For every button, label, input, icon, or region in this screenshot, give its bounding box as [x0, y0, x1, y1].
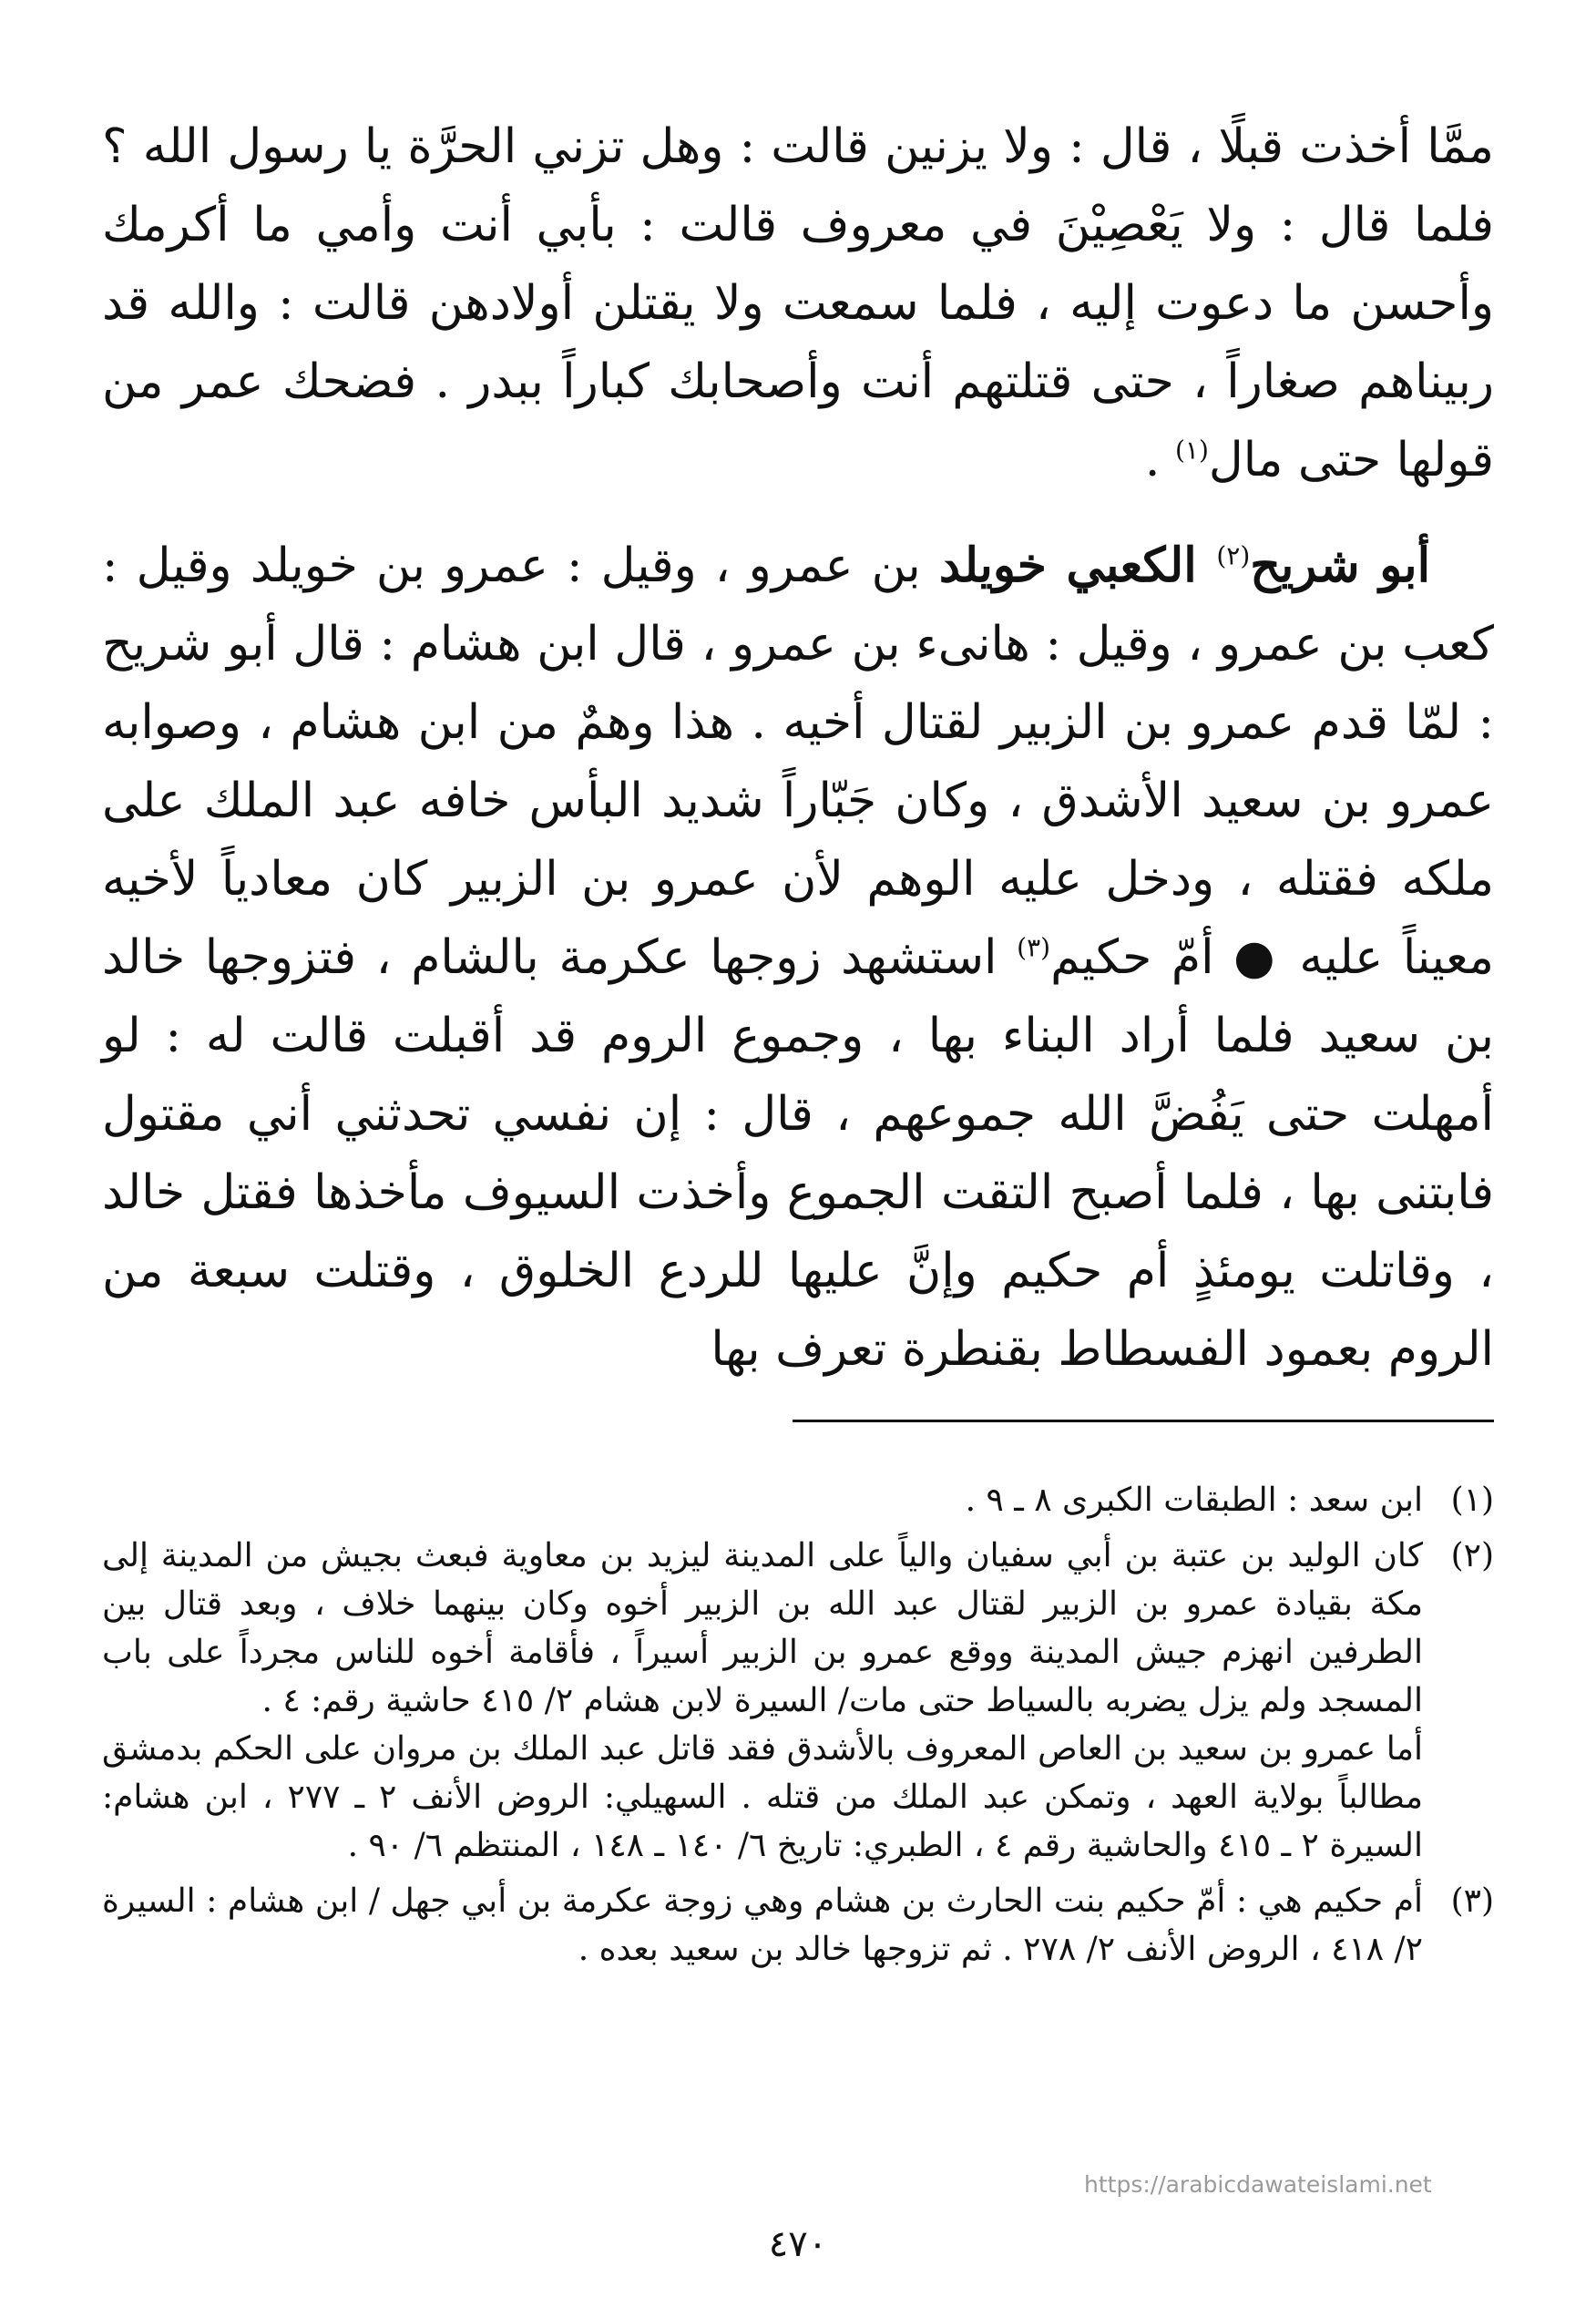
page-number: ٤٧٠ [768, 2223, 828, 2265]
watermark-url: https://arabicdawateislami.net [1084, 2171, 1432, 2198]
footnote-number: (١) [1450, 1482, 1494, 1519]
footnote-text: أما عمرو بن سعيد بن العاص المعروف بالأشدق فقد قاتل عبد الملك بن مروان على الحكم بدمشق مطالباً بولاية العهد ، وتمكن عبد الملك من قتله . السهيلي: الروض الأنف ٢ ـ ٢٧٧ ، ابن هشام: السيرة ٢ ـ ٤١٥ والحاشية رقم ٤ ، الطبري: تاريخ ٦/ ١٤٠ ـ ١٤٨ ، المنتظم ٦/ ٩٠ . [102, 1730, 1423, 1864]
paragraph-1-text: ممَّا أخذت قبلًا ، قال : ولا يزنين قالت : وهل تزني الحرَّة يا رسول الله ؟ فلما قال : ولا يَعْصِيْنَ في معروف قالت : بأبي أنت وأمي ما أكرمك وأحسن ما دعوت إليه ، فلما سمعت ولا يقتلن أولادهن قالت : والله قد ربيناهم صغاراً ، حتى قتلتهم أنت وأصحابك كباراً ببدر . فضحك عمر من قولها حتى مال [102, 119, 1494, 487]
footnote-body [102, 1877, 1423, 1974]
paragraph-1-end: . [1144, 433, 1175, 487]
entry-name: أبو شريح [1250, 538, 1431, 593]
footnote-text: أم حكيم هي : أمّ حكيم بنت الحارث بن هشام وهي زوجة عكرمة بن أبي جهل / ابن هشام : السيرة ٢/ ٤١٨ ، الروض الأنف ٢/ ٢٧٨ . ثم تزوجها خالد بن سعيد بعده . [102, 1882, 1423, 1968]
footnote-number: (٣) [1450, 1882, 1494, 1920]
paragraph-2 [102, 527, 1494, 1389]
footnote-body [102, 1532, 1423, 1870]
footnote-divider [793, 1420, 1494, 1422]
footnote-1 [102, 1476, 1494, 1524]
footnote-ref-3[interactable]: (٣) [1017, 932, 1051, 963]
main-text [102, 108, 1494, 1389]
footnote-body [102, 1476, 1423, 1524]
footnote-2 [102, 1532, 1494, 1870]
entry-name-continued: الكعبي خويلد [938, 538, 1217, 593]
footnote-text: كان الوليد بن عتبة بن أبي سفيان والياً على المدينة ليزيد بن معاوية فبعث بجيش من المدينة إلى مكة بقيادة عمرو بن الزبير لقتال عبد الله بن الزبير أخوه وكان بينهما خلاف ، وبعد قتال بين الطرفين انهزم جيش المدينة ووقع عمرو بن الزبير أسيراً ، فأقامة أخوه للناس مجرداً على باب المسجد ولم يزل يضربه بالسياط حتى مات/ السيرة لابن هشام ٢/ ٤١٥ حاشية رقم: ٤ . [102, 1537, 1423, 1719]
footnote-text: ابن سعد : الطبقات الكبرى ٨ ـ ٩ . [965, 1482, 1423, 1519]
footnote-ref-2[interactable]: (٢) [1216, 540, 1251, 571]
paragraph-1 [102, 108, 1494, 499]
paragraph-2-text: بن عمرو ، وقيل : عمرو بن خويلد وقيل : كعب بن عمرو ، وقيل : هانىء بن عمرو ، قال ابن هشام : قال أبو شريح : لمّا قدم عمرو بن الزبير لقتال أخيه . هذا وهمٌ من ابن هشام ، وصوابه عمرو بن سعيد الأشدق ، وكان جَبّاراً شديد البأس خافه عبد الملك على ملكه فقتله ، ودخل عليه الوهم لأن عمرو بن الزبير كان معادياً لأخيه معيناً عليه ● أمّ حكيم [102, 538, 1494, 985]
footnotes [102, 1476, 1494, 1981]
footnote-number: (٢) [1450, 1537, 1494, 1574]
paragraph-2-text-continued: استشهد زوجها عكرمة بالشام ، فتزوجها خالد بن سعيد فلما أراد البناء بها ، وجموع الروم قد أقبلت قالت له : لو أمهلت حتى يَفُضَّ الله جموعهم ، قال : إن نفسي تحدثني أني مقتول فابتنى بها ، فلما أصبح التقت الجموع وأخذت السيوف مأخذها فقتل خالد ، وقاتلت يومئذٍ أم حكيم وإنَّ عليها للردع الخلوق ، وقتلت سبعة من الروم بعمود الفسطاط بقنطرة تعرف بها [102, 930, 1494, 1377]
footnote-ref-1[interactable]: (١) [1174, 435, 1209, 466]
footnote-3 [102, 1877, 1494, 1974]
